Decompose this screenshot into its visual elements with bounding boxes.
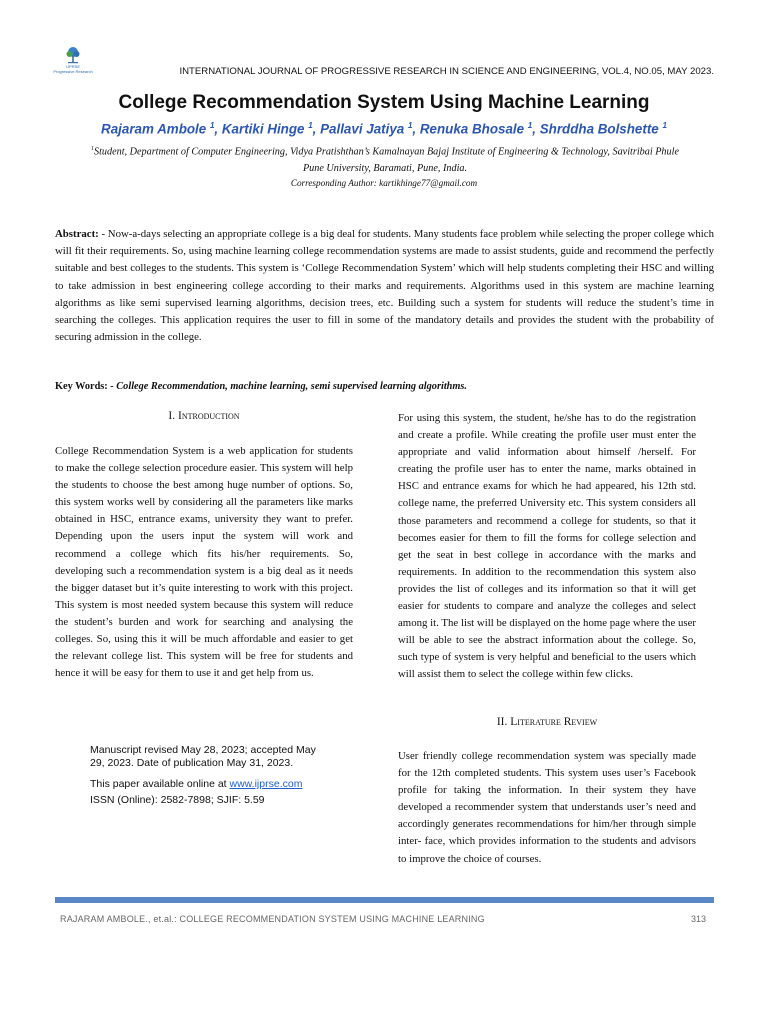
literature-review-paragraph: User friendly college recommendation system was specially made for the 12th completed students. This system uses user’s Facebook profile for taking the information. In their system they have developed a recommender system that understands user’s need and accordingly generates recommendations for him/her through simple inter- face, which provides information to the students and advisors to improve the choice of courses. bbox=[398, 750, 696, 865]
corresponding-label: Corresponding Author: bbox=[290, 178, 377, 188]
author-name: Renuka Bhosale bbox=[419, 121, 525, 137]
keywords-text: - College Recommendation, machine learning, semi supervised learning algorithms. bbox=[107, 381, 467, 392]
section-title: Introduction bbox=[177, 410, 240, 422]
tree-logo-icon bbox=[65, 46, 81, 64]
section-heading-literature-review bbox=[398, 716, 696, 728]
keywords bbox=[55, 379, 714, 395]
author-separator: , bbox=[532, 121, 540, 137]
online-prefix: This paper available online at bbox=[90, 778, 230, 790]
logo-name: IJPRSE bbox=[65, 64, 80, 69]
author-separator: , bbox=[412, 121, 420, 137]
affiliation bbox=[80, 141, 690, 177]
abstract bbox=[55, 226, 714, 346]
publication-footnote bbox=[90, 744, 330, 815]
paper-title: College Recommendation System Using Machine Learning bbox=[118, 92, 650, 113]
section-heading-introduction bbox=[55, 410, 353, 422]
affiliation-sup: 1 bbox=[91, 146, 94, 152]
introduction-paragraph-continued: For using this system, the student, he/she has to do the registration and create a profile. While creating the profile user must enter the appropriate and valid information about himself /herself. For creating the profile user has to enter the name, marks obtained in HSC and entrance exams for which he had appeared, his 12th std. college name, the preferred University etc. This system considers all those parameters and recommend a college for students, so that it becomes easier for them to fill the forms for college selection and get the seat in best college in accordance with the marks and requirements. In addition to the recommendation this system also provides the list of colleges and its information so that it will get easier for students to compare and analyze the colleges and select among it. The list will be displayed on the home page where the user will be able to see the abstract information about the college. So, such type of system is very helpful and beneficial to the users which will assist them to select the college within few clicks. bbox=[398, 412, 696, 681]
author-name: Kartiki Hinge bbox=[221, 121, 305, 137]
journal-logo bbox=[53, 46, 93, 78]
author-list bbox=[0, 121, 768, 136]
author-affiliation-sup: 1 bbox=[407, 121, 413, 130]
running-footer: RAJARAM AMBOLE., et.al.: COLLEGE RECOMMENDATION SYSTEM USING MACHINE LEARNING bbox=[60, 914, 485, 924]
author-affiliation-sup: 1 bbox=[308, 121, 313, 130]
author-affiliation-sup: 1 bbox=[209, 121, 215, 130]
author-name: Shrddha Bolshette bbox=[539, 121, 659, 137]
manuscript-note: Manuscript revised May 28, 2023; accepted May 29, 2023. Date of publication May 31, 2023. bbox=[90, 744, 316, 769]
keywords-label: Key Words: bbox=[55, 381, 108, 392]
affiliation-text: Student, Department of Computer Engineering, Vidya Pratishthan’s Kamalnayan Bajaj Institute of Engineering & Technology, Savitribai Phule Pune University, Baramati, Pune, India. bbox=[94, 146, 679, 175]
author-affiliation-sup: 1 bbox=[662, 121, 667, 130]
author-name: Pallavi Jatiya bbox=[320, 121, 405, 137]
abstract-text: - Now-a-days selecting an appropriate college is a big deal for students. Many students face problem while selecting the proper college which will fit their requirements. So, using machine learning college recommendation systems are made to assist students, guide and recommend the perfectly suitable and best colleges to the students. This system is ‘College Recommendation System’ which will help students completing their HSC and willing to take admission in best engineering college according to their marks and requirements. Algorithms used in this system are machine learning algorithms as like semi supervised learning algorithms, decision trees, etc. Building such a system for students will reduce the student’s time in searching the colleges. This application requires the user to fill in some of the mandatory details and provides the student with the probability of securing admission in the college. bbox=[55, 228, 714, 344]
logo-subtext: Progressive Research bbox=[53, 69, 93, 74]
page-number: 313 bbox=[690, 914, 706, 924]
section-number: I. bbox=[168, 410, 176, 422]
corresponding-author bbox=[0, 178, 768, 188]
section-title: Literature Review bbox=[510, 716, 598, 728]
journal-website-link[interactable]: www.ijprse.com bbox=[229, 778, 303, 790]
author-name: Rajaram Ambole bbox=[101, 121, 207, 137]
section-number: II. bbox=[496, 716, 508, 728]
author-separator: , bbox=[214, 121, 222, 137]
author-separator: , bbox=[312, 121, 321, 137]
journal-header: INTERNATIONAL JOURNAL OF PROGRESSIVE RESEARCH IN SCIENCE AND ENGINEERING, VOL.4, NO.05, MAY 2023. bbox=[179, 66, 714, 77]
issn-note: ISSN (Online): 2582-7898; SJIF: 5.59 bbox=[90, 794, 265, 806]
footer-bar bbox=[55, 897, 714, 903]
abstract-label: Abstract: bbox=[55, 228, 99, 240]
corresponding-email[interactable]: kartikhinge77@gmail.com bbox=[379, 178, 478, 188]
introduction-paragraph: College Recommendation System is a web application for students to make the college selection procedure easier. This system will help the students to choose the best among huge number of options. So, this system works well by considering all the parameters like marks obtained in HSC, entrance exams, university they want to prefer. Depending upon the users input the system will work and recommend a college which fits his/her requirements. So, developing such a recommendation system is a big deal as it needs the bigger dataset but it’s quite interesting to work with this project. This system is most needed system because this system will reduce the student’s burden and work for searching and analysing the colleges. So, using this it will be much affordable and easier to get the relevant college list. This system will be free for students and hence it will be easy for them to use it and get help from us. bbox=[55, 445, 353, 680]
author-affiliation-sup: 1 bbox=[527, 121, 533, 130]
